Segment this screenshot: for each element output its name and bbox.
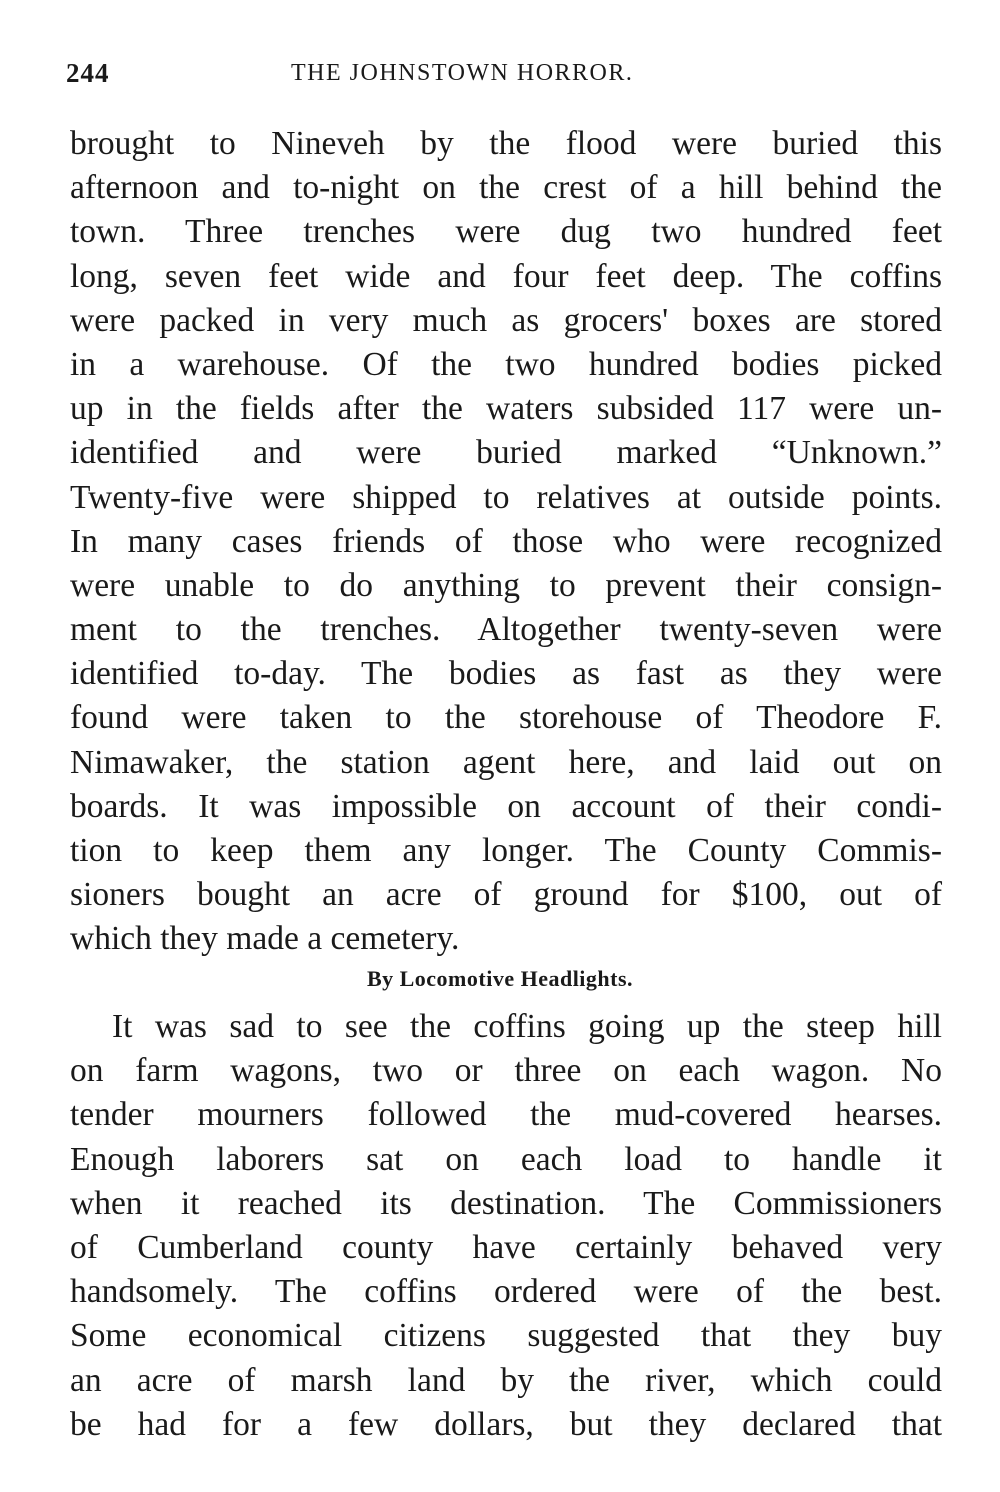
text-line: of Cumberland county have certainly behaved very bbox=[70, 1228, 942, 1266]
text-line: sioners bought an acre of ground for $100, out of bbox=[70, 876, 942, 914]
text-line: when it reached its destination. The Commissioners bbox=[70, 1184, 942, 1222]
section-subheading: By Locomotive Headlights. bbox=[366, 966, 634, 991]
text-line: ment to the trenches. Altogether twenty-seven were bbox=[70, 611, 942, 649]
text-line: which they made a cemetery. bbox=[70, 920, 460, 958]
text-line: be had for a few dollars, but they declared that bbox=[70, 1405, 942, 1443]
text-line: Nimawaker, the station agent here, and laid out on bbox=[70, 743, 942, 781]
text-line: up in the fields after the waters subsided 117 were un- bbox=[70, 390, 942, 428]
paragraph-1 bbox=[70, 122, 942, 962]
text-line: in a warehouse. Of the two hundred bodies picked bbox=[70, 345, 942, 383]
text-line: long, seven feet wide and four feet deep. The coffins bbox=[70, 257, 942, 295]
text-line: Some economical citizens suggested that they buy bbox=[70, 1317, 942, 1355]
text-line: brought to Nineveh by the flood were buried this bbox=[70, 125, 942, 162]
text-line: identified to-day. The bodies as fast as they were bbox=[70, 655, 942, 693]
text-line: found were taken to the storehouse of Theodore F. bbox=[70, 699, 942, 737]
text-line: In many cases friends of those who were recognized bbox=[70, 522, 942, 560]
page-number: 244 bbox=[66, 58, 110, 88]
text-line: were unable to do anything to prevent their consign- bbox=[70, 566, 942, 604]
text-line: boards. It was impossible on account of their condi- bbox=[70, 787, 942, 825]
text-line: identified and were buried marked “Unknown.” bbox=[70, 434, 942, 472]
text-line: on farm wagons, two or three on each wagon. No bbox=[70, 1052, 942, 1090]
text-line: Enough laborers sat on each load to handle it bbox=[70, 1140, 942, 1178]
text-line: tender mourners followed the mud-covered hearses. bbox=[70, 1096, 942, 1134]
text-line: Twenty-five were shipped to relatives at outside points. bbox=[70, 478, 942, 516]
text-line: handsomely. The coffins ordered were of the best. bbox=[70, 1273, 942, 1311]
running-title: THE JOHNSTOWN HORROR. bbox=[291, 60, 634, 86]
text-line: an acre of marsh land by the river, which could bbox=[70, 1361, 942, 1399]
text-line: tion to keep them any longer. The County Commis- bbox=[70, 832, 942, 869]
page-header bbox=[66, 58, 940, 98]
text-line: were packed in very much as grocers' boxes are stored bbox=[70, 301, 942, 339]
paragraph-2 bbox=[70, 1005, 942, 1447]
text-line: town. Three trenches were dug two hundred feet bbox=[70, 213, 942, 251]
text-line: afternoon and to-night on the crest of a hill behind the bbox=[70, 169, 942, 207]
text-line: It was sad to see the coffins going up the steep hill bbox=[112, 1008, 942, 1045]
